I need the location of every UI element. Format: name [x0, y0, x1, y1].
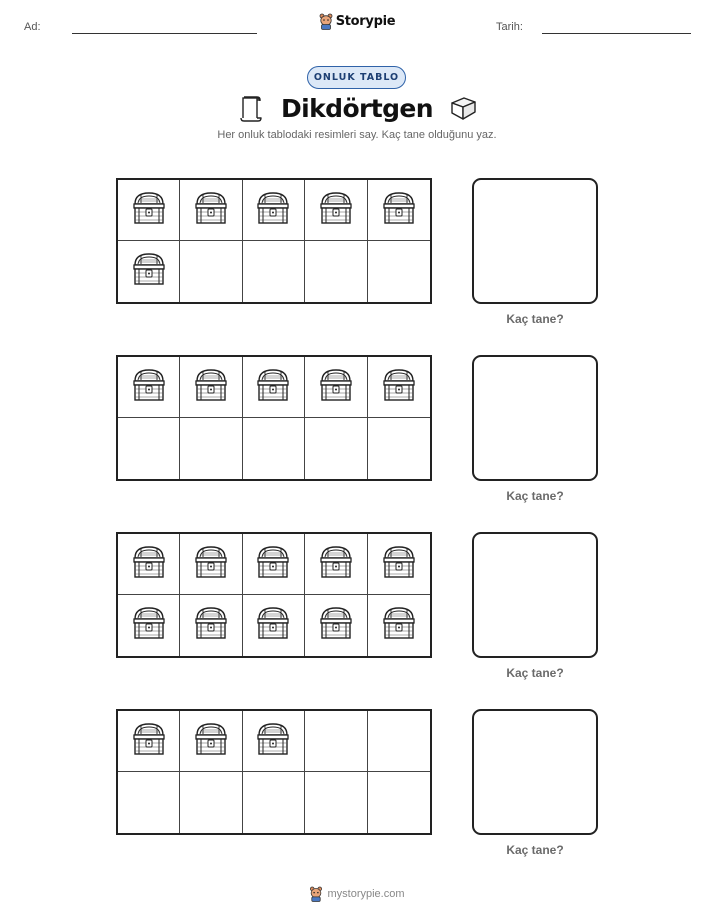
footer-url: mystorypie.com: [327, 888, 405, 900]
frame-cell: [368, 595, 430, 656]
frame-cell: [118, 241, 180, 302]
frame-cell: [368, 534, 430, 595]
frame-cell: [243, 534, 305, 595]
frame-cell: [368, 418, 430, 479]
ten-frame-2: [116, 355, 432, 481]
date-line[interactable]: [542, 33, 691, 34]
frame-cell: [305, 595, 367, 656]
storypie-mascot-icon: [309, 886, 323, 902]
ten-frame-1: [116, 178, 432, 304]
treasure-chest-icon: [378, 187, 420, 234]
treasure-chest-icon: [252, 187, 294, 234]
frame-cell: [243, 772, 305, 833]
frame-cell: [368, 357, 430, 418]
frame-cell: [118, 711, 180, 772]
treasure-chest-icon: [252, 602, 294, 649]
frame-cell: [180, 595, 242, 656]
treasure-chest-icon: [190, 718, 232, 765]
frame-cell: [180, 534, 242, 595]
answer-box-2[interactable]: [472, 355, 598, 481]
treasure-chest-icon: [378, 541, 420, 588]
treasure-chest-icon: [190, 364, 232, 411]
frame-cell: [118, 180, 180, 241]
frame-cell: [368, 241, 430, 302]
answer-label-4: Kaç tane?: [506, 843, 564, 857]
frame-cell: [305, 180, 367, 241]
treasure-chest-icon: [128, 602, 170, 649]
treasure-chest-icon: [128, 187, 170, 234]
footer: [0, 886, 714, 902]
treasure-chest-icon: [190, 602, 232, 649]
topic-badge: ONLUK TABLO: [307, 66, 406, 89]
frame-cell: [180, 418, 242, 479]
storypie-mascot-icon: [319, 13, 333, 30]
frame-cell: [305, 418, 367, 479]
treasure-chest-icon: [128, 364, 170, 411]
treasure-chest-icon: [315, 187, 357, 234]
name-label: Ad:: [24, 21, 41, 33]
frame-cell: [118, 595, 180, 656]
brand-logo: [0, 13, 714, 30]
rectangular-box-icon: [447, 92, 479, 124]
ten-frame-3: [116, 532, 432, 658]
answer-label-1: Kaç tane?: [506, 312, 564, 326]
frame-cell: [305, 711, 367, 772]
ten-frame-4: [116, 709, 432, 835]
answer-label-3: Kaç tane?: [506, 666, 564, 680]
page-title: Dikdörtgen: [281, 93, 433, 123]
answer-box-1[interactable]: [472, 178, 598, 304]
treasure-chest-icon: [128, 718, 170, 765]
treasure-chest-icon: [252, 718, 294, 765]
answer-label-2: Kaç tane?: [506, 489, 564, 503]
name-line[interactable]: [72, 33, 257, 34]
frame-cell: [180, 772, 242, 833]
frame-cell: [180, 241, 242, 302]
frame-cell: [118, 418, 180, 479]
frame-cell: [243, 595, 305, 656]
treasure-chest-icon: [315, 602, 357, 649]
answer-box-4[interactable]: [472, 709, 598, 835]
treasure-chest-icon: [190, 541, 232, 588]
frame-cell: [368, 711, 430, 772]
frame-cell: [305, 772, 367, 833]
treasure-chest-icon: [315, 364, 357, 411]
frame-cell: [243, 418, 305, 479]
frame-cell: [180, 357, 242, 418]
instructions: Her onluk tablodaki resimleri say. Kaç tane olduğunu yaz.: [217, 129, 497, 141]
brand-name: Storypie: [335, 14, 396, 29]
treasure-chest-icon: [252, 364, 294, 411]
frame-cell: [180, 180, 242, 241]
treasure-chest-icon: [128, 248, 170, 295]
paper-scroll-icon: [235, 92, 267, 124]
frame-cell: [243, 357, 305, 418]
date-label: Tarih:: [496, 21, 523, 33]
frame-cell: [243, 711, 305, 772]
frame-cell: [305, 357, 367, 418]
frame-cell: [243, 180, 305, 241]
treasure-chest-icon: [252, 541, 294, 588]
frame-cell: [118, 534, 180, 595]
frame-cell: [118, 357, 180, 418]
frame-cell: [118, 772, 180, 833]
treasure-chest-icon: [190, 187, 232, 234]
frame-cell: [305, 534, 367, 595]
treasure-chest-icon: [378, 364, 420, 411]
treasure-chest-icon: [315, 541, 357, 588]
answer-box-3[interactable]: [472, 532, 598, 658]
frame-cell: [368, 772, 430, 833]
frame-cell: [305, 241, 367, 302]
frame-cell: [243, 241, 305, 302]
title-row: [0, 90, 714, 126]
treasure-chest-icon: [378, 602, 420, 649]
frame-cell: [180, 711, 242, 772]
frame-cell: [368, 180, 430, 241]
treasure-chest-icon: [128, 541, 170, 588]
